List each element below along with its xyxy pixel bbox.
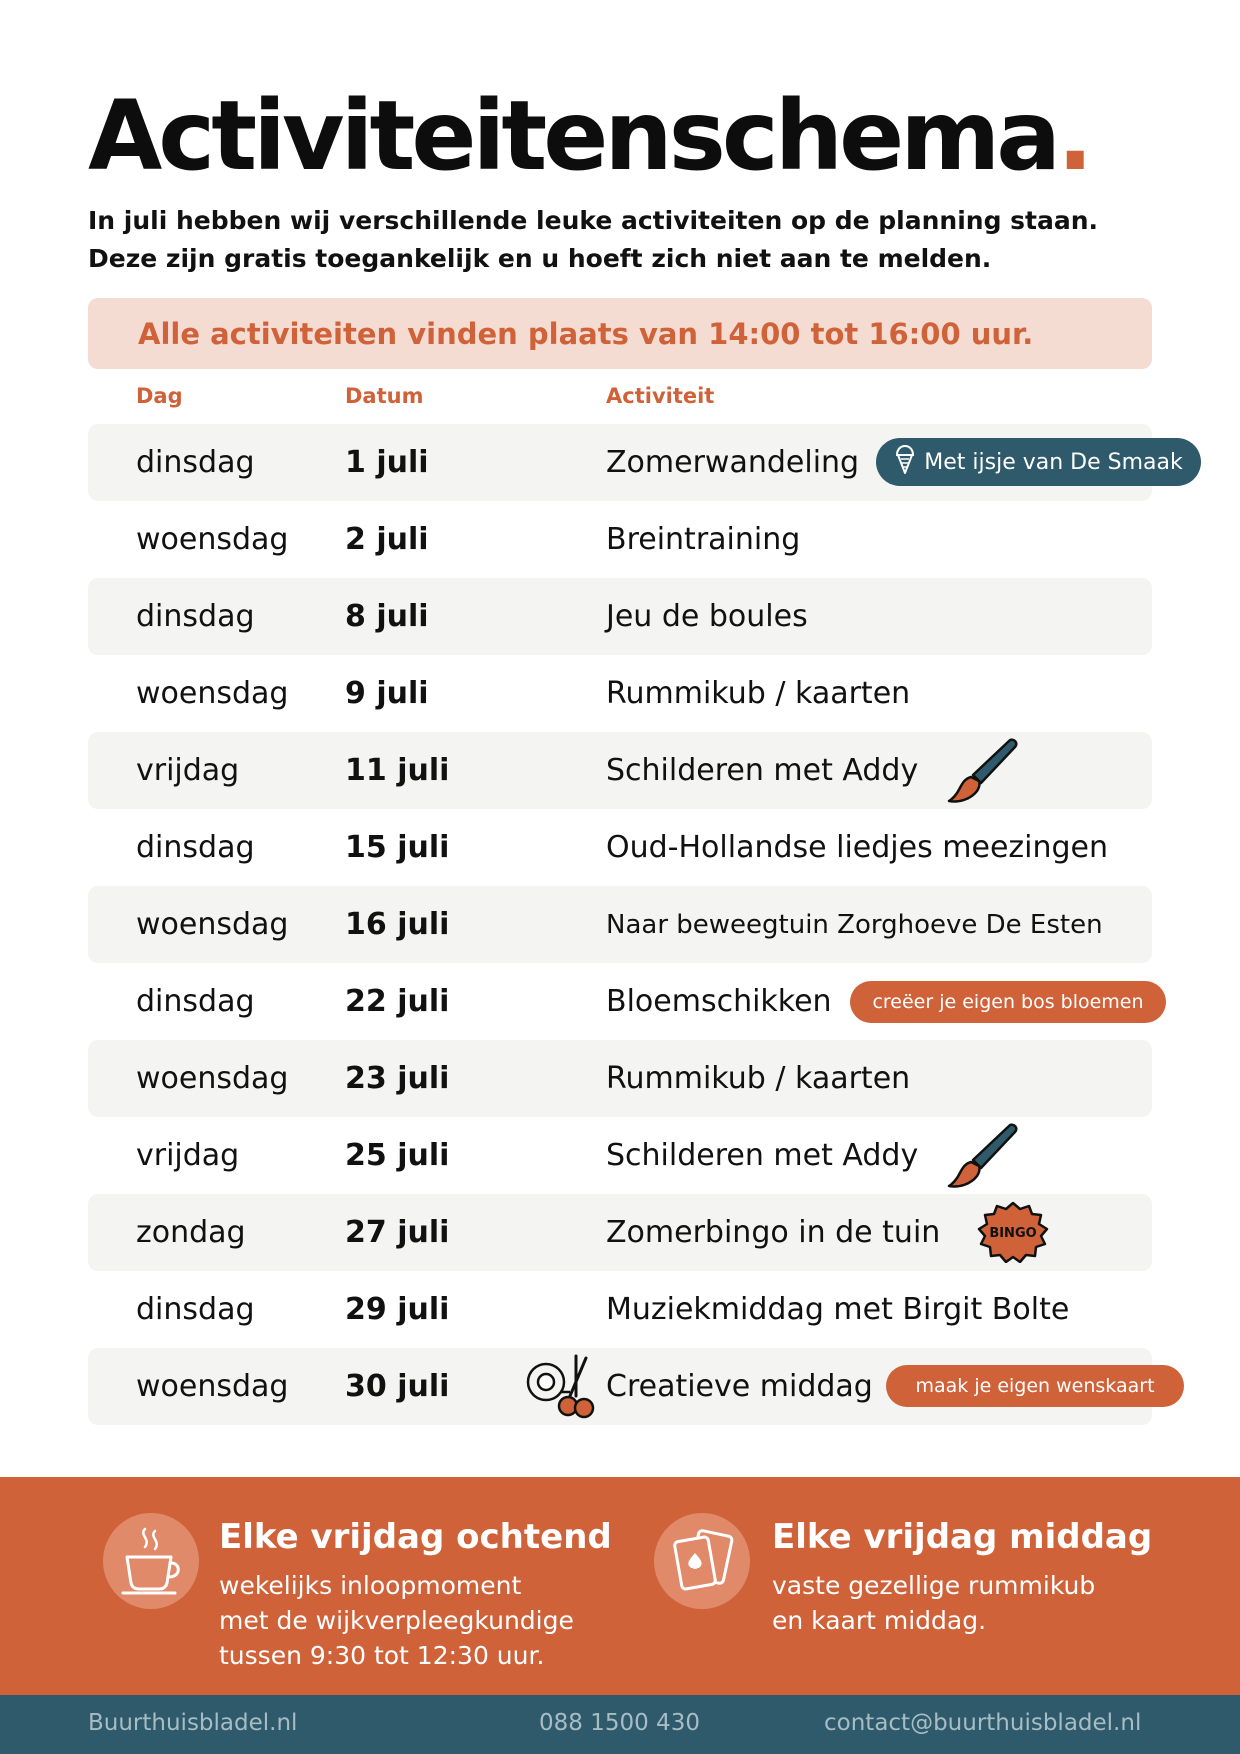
row-day: woensdag [136, 907, 289, 942]
row-day: dinsdag [136, 1292, 255, 1327]
column-header-activity: Activiteit [606, 384, 715, 408]
flowers-badge [850, 981, 1166, 1023]
row-date: 23 juli [345, 1061, 450, 1096]
time-banner [88, 298, 1152, 369]
table-row [88, 732, 1152, 809]
row-date: 15 juli [345, 830, 450, 865]
row-day: vrijdag [136, 753, 240, 788]
intro-line-2: Deze zijn gratis toegankelijk en u hoeft zich niet aan te melden. [88, 244, 992, 273]
coffee-cup-icon [103, 1513, 199, 1609]
row-day: dinsdag [136, 599, 255, 634]
info-line: met de wijkverpleegkundige [219, 1606, 574, 1635]
info-band [0, 1477, 1240, 1695]
row-day: dinsdag [136, 830, 255, 865]
ice-cream-badge-label: Met ijsje van De Smaak [924, 449, 1183, 475]
row-date: 16 juli [345, 907, 450, 942]
intro-text [88, 202, 1168, 278]
table-row [88, 1117, 1152, 1194]
row-activity: Zomerbingo in de tuin [606, 1215, 941, 1250]
table-row [88, 809, 1152, 886]
row-activity: Rummikub / kaarten [606, 1061, 911, 1096]
row-day: vrijdag [136, 1138, 240, 1173]
row-day: woensdag [136, 1369, 289, 1404]
column-headers [88, 380, 1152, 414]
flowers-badge-label: creëer je eigen bos bloemen [872, 991, 1144, 1013]
row-activity: Rummikub / kaarten [606, 676, 911, 711]
title-dot: . [1057, 80, 1090, 192]
row-date: 25 juli [345, 1138, 450, 1173]
row-date: 2 juli [345, 522, 429, 557]
phone-number[interactable]: 088 1500 430 [539, 1710, 700, 1736]
row-day: zondag [136, 1215, 246, 1250]
ice-cream-icon [894, 443, 916, 481]
table-row [88, 1194, 1152, 1271]
row-day: woensdag [136, 1061, 289, 1096]
row-activity: Creatieve middag [606, 1369, 873, 1404]
table-row [88, 655, 1152, 732]
row-activity: Oud-Hollandse liedjes meezingen [606, 830, 1109, 865]
row-day: woensdag [136, 522, 289, 557]
table-row [88, 963, 1152, 1040]
row-date: 29 juli [345, 1292, 450, 1327]
paintbrush-icon [943, 1120, 1021, 1196]
table-row [88, 424, 1183, 501]
info-line: tussen 9:30 tot 12:30 uur. [219, 1641, 545, 1670]
row-activity: Bloemschikken [606, 984, 832, 1019]
row-activity: Muziekmiddag met Birgit Bolte [606, 1292, 1070, 1327]
row-date: 22 juli [345, 984, 450, 1019]
info-line: wekelijks inloopmoment [219, 1571, 522, 1600]
playing-cards-icon [654, 1513, 750, 1609]
contact-bar [0, 1695, 1240, 1754]
row-date: 8 juli [345, 599, 429, 634]
row-date: 30 juli [345, 1369, 450, 1404]
row-day: dinsdag [136, 445, 255, 480]
row-activity: Schilderen met Addy [606, 753, 919, 788]
bingo-badge-icon [975, 1201, 1051, 1267]
table-row [88, 886, 1152, 963]
website-link[interactable]: Buurthuisbladel.nl [88, 1710, 298, 1736]
info-title-morning: Elke vrijdag ochtend [219, 1517, 612, 1557]
row-activity: Zomerwandeling [606, 445, 860, 480]
email-link[interactable]: contact@buurthuisbladel.nl [824, 1710, 1142, 1736]
time-banner-text: Alle activiteiten vinden plaats van 14:00 tot 16:00 uur. [138, 316, 1034, 351]
row-day: dinsdag [136, 984, 255, 1019]
title-text: Activiteitenschema [88, 80, 1058, 192]
ice-cream-badge [876, 438, 1201, 486]
row-date: 27 juli [345, 1215, 450, 1250]
table-row [88, 1040, 1152, 1117]
intro-line-1: In juli hebben wij verschillende leuke activiteiten op de planning staan. [88, 206, 1099, 235]
info-line: en kaart middag. [772, 1606, 987, 1635]
info-title-afternoon: Elke vrijdag middag [772, 1517, 1153, 1557]
paintbrush-icon [943, 735, 1021, 811]
table-row [88, 578, 1152, 655]
card-badge-label: maak je eigen wenskaart [915, 1375, 1155, 1397]
info-line: vaste gezellige rummikub [772, 1571, 1096, 1600]
table-row [88, 1348, 1155, 1425]
card-badge [886, 1365, 1184, 1407]
table-row [88, 1271, 1152, 1348]
row-activity: Breintraining [606, 522, 801, 557]
scissors-tape-icon [524, 1352, 598, 1428]
table-row [88, 501, 1152, 578]
row-activity: Schilderen met Addy [606, 1138, 919, 1173]
row-date: 11 juli [345, 753, 450, 788]
row-activity: Naar beweegtuin Zorghoeve De Esten [606, 909, 1103, 940]
page-title [88, 80, 1090, 192]
row-day: woensdag [136, 676, 289, 711]
row-date: 1 juli [345, 445, 429, 480]
schedule-table [88, 424, 1183, 1425]
column-header-day: Dag [136, 384, 183, 408]
svg-text:BINGO: BINGO [989, 1226, 1037, 1241]
row-activity: Jeu de boules [606, 599, 808, 634]
column-header-date: Datum [345, 384, 424, 408]
row-date: 9 juli [345, 676, 429, 711]
